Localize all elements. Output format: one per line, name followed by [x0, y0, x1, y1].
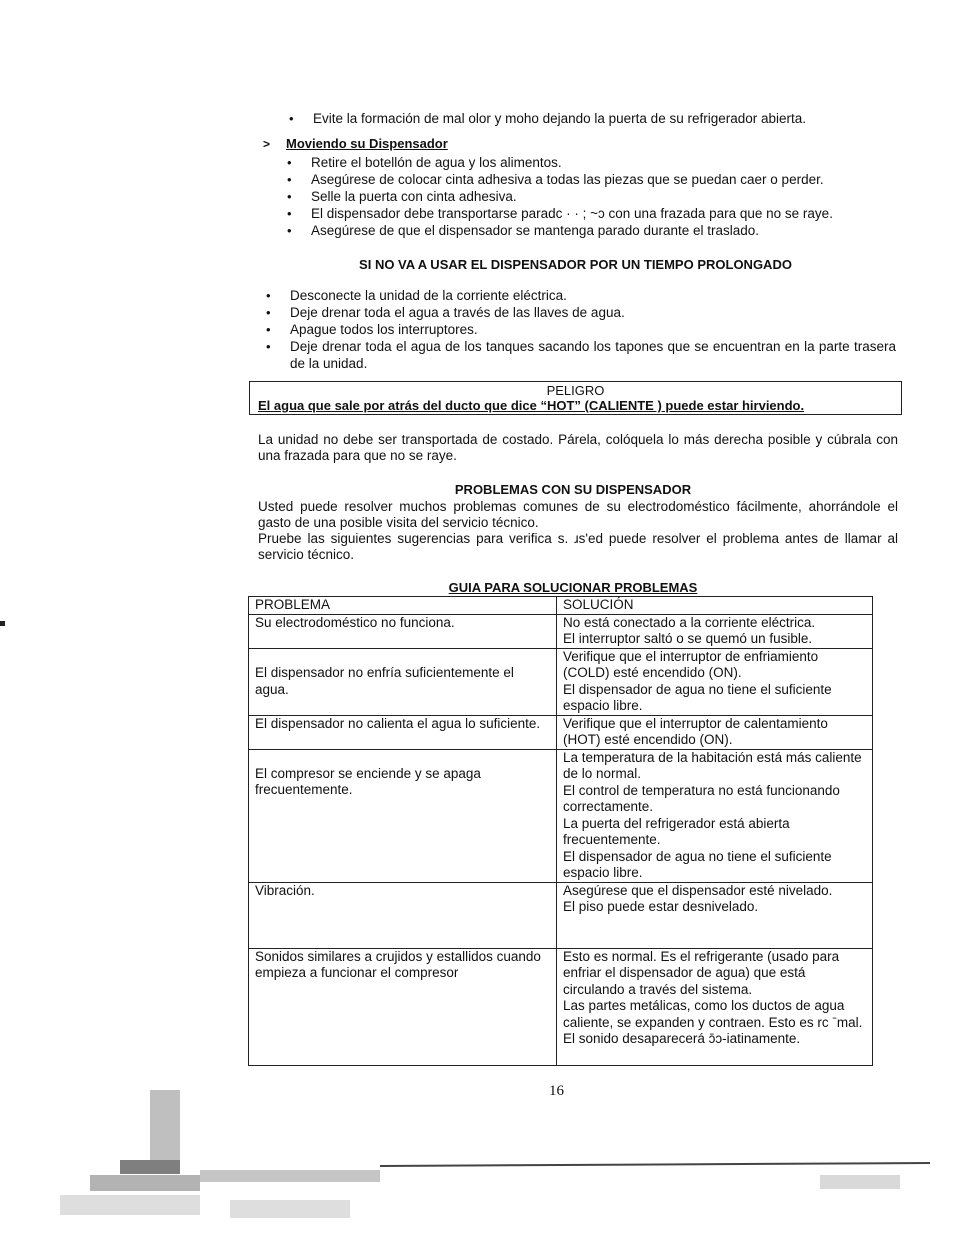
solution-item: El control de temperatura no está funcionando correctamente.	[563, 782, 840, 814]
problems-paragraph-1: Usted puede resolver muchos problemas comunes de su electrodoméstico fácilmente, ahorrándole el gasto de una posible visita del servicio técnico.	[258, 499, 898, 530]
solution-item: Verifique que el interruptor de enfriamiento (COLD) esté encendido (ON).	[563, 648, 819, 680]
section-marker: >	[263, 137, 271, 151]
problems-paragraph-2: Pruebe las siguientes sugerencias para verifica s. ɹs'ed puede resolver el problema antes de llamar al servicio técnico.	[258, 531, 898, 562]
warning-text: El agua que sale por atrás del ducto que dice “HOT” (CALIENTE ) puede estar hirviendo.	[258, 398, 805, 413]
problem-cell: Vibración.	[249, 882, 557, 948]
solution-item: El interruptor saltó o se quemó un fusible.	[563, 631, 813, 646]
column-header-problem: PROBLEMA	[249, 597, 557, 615]
transport-note: La unidad no debe ser transportada de costado. Párela, colóquela lo más derecha posible y cúbrala con una frazada para que no se raye.	[258, 432, 898, 463]
problem-cell: Sonidos similares a crujidos y estallidos cuando empieza a funcionar el compresor	[249, 948, 557, 1065]
solution-item: El dispensador de agua no tiene el suficiente espacio libre.	[563, 681, 832, 713]
problems-heading: PROBLEMAS CON SU DISPENSADOR	[454, 482, 692, 497]
list-item: • El dispensador debe transportarse paradc · · ; ~ɔ con una frazada para que no se raye.	[311, 205, 901, 222]
list-item: • Deje drenar toda el agua de los tanques sacando los tapones que se encuentran en la parte trasera de la unidad.	[290, 338, 896, 372]
problem-cell: Su electrodoméstico no funciona.	[249, 614, 557, 648]
solution-item: No está conectado a la corriente eléctrica.	[563, 614, 816, 630]
solution-item: Esto es normal. Es el refrigerante (usado para enfriar el dispensador de agua) que está circulando a través del sistema.	[563, 948, 840, 997]
problem-cell: El dispensador no enfría suficientemente el agua.	[249, 648, 557, 715]
list-item: • Asegúrese de colocar cinta adhesiva a todas las piezas que se puedan caer o perder.	[311, 171, 901, 188]
solution-item: La puerta del refrigerador está abierta frecuentemente.	[563, 815, 790, 847]
list-item: • Deje drenar toda el agua a través de las llaves de agua.	[290, 304, 896, 321]
guide-heading: GUIA PARA SOLUCIONAR PROBLEMAS	[448, 580, 698, 595]
solution-item: Verifique que el interruptor de calentamiento (HOT) esté encendido (ON).	[563, 715, 828, 747]
column-header-solution: SOLUCIÓN	[557, 597, 873, 615]
solution-item: La temperatura de la habitación está más caliente de lo normal.	[563, 749, 862, 781]
problem-cell: El compresor se enciende y se apaga frecuentemente.	[249, 749, 557, 882]
moving-heading: Moviendo su Dispensador	[286, 136, 448, 151]
page-number: 16	[549, 1083, 564, 1099]
warning-label: PELIGRO	[546, 383, 605, 398]
solution-item: El dispensador de agua no tiene el suficiente espacio libre.	[563, 848, 832, 880]
list-item: • Retire el botellón de agua y los alimentos.	[311, 154, 901, 171]
list-item: • Apague todos los interruptores.	[290, 321, 896, 338]
problem-cell: El dispensador no calienta el agua lo suficiente.	[249, 715, 557, 749]
list-item: • Selle la puerta con cinta adhesiva.	[311, 188, 901, 205]
solution-item: El piso puede estar desnivelado.	[563, 899, 759, 914]
solution-item: Asegúrese que el dispensador esté nivelado.	[563, 882, 833, 898]
long-time-heading: SI NO VA A USAR EL DISPENSADOR POR UN TIEMPO PROLONGADO	[359, 257, 792, 272]
list-item: • Evite la formación de mal olor y moho dejando la puerta de su refrigerador abierta.	[313, 110, 893, 127]
list-item: • Asegúrese de que el dispensador se mantenga parado durante el traslado.	[311, 222, 901, 239]
solution-item: Las partes metálicas, como los ductos de agua caliente, se expanden y contraen. Esto es rc ˉmal. El sonido desaparecerá ɔ̄ɔ-iatinamente.	[563, 998, 863, 1046]
list-item: • Desconecte la unidad de la corriente eléctrica.	[290, 287, 896, 304]
